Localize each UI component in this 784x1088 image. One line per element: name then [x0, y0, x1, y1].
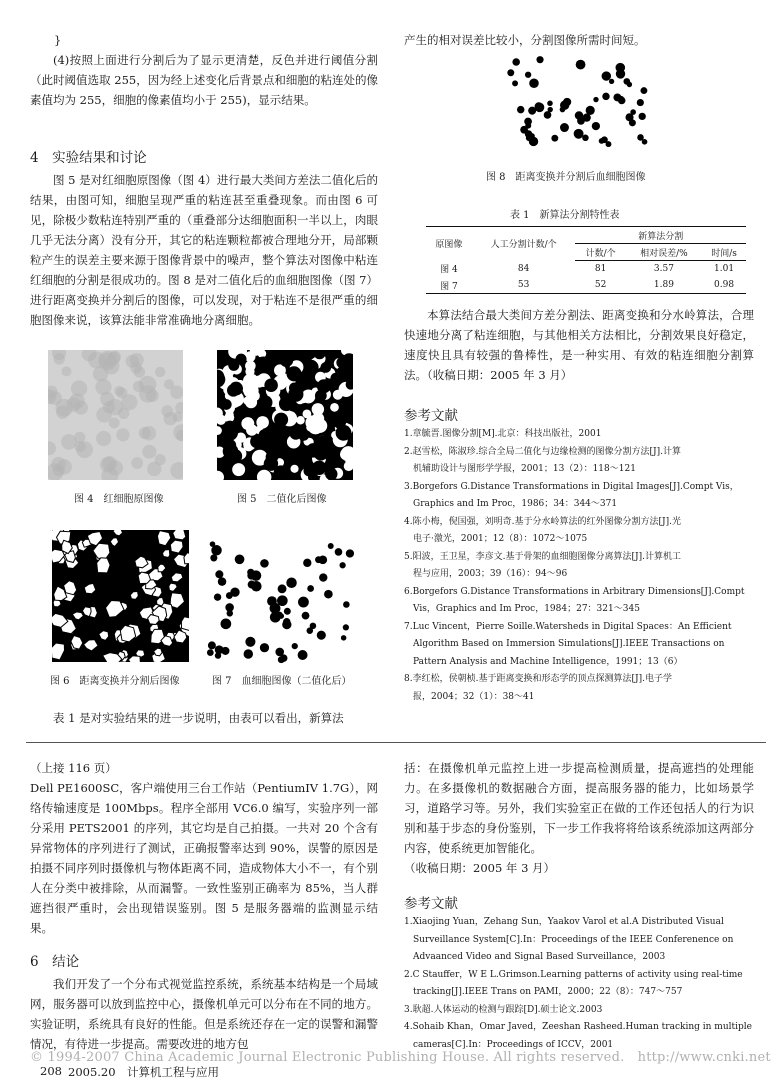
- table-cell: 1.01: [714, 264, 735, 274]
- reference-item: 3.Borgefors G.Distance Transformations in Digital Images[J].Compt Vis，: [404, 481, 739, 492]
- table-cell: 84: [517, 263, 530, 274]
- figure-8-caption: 图 8 距离变换并分割后血细胞图像: [486, 172, 646, 183]
- reference-item: Graphics and Im Proc，1986；34：344～371: [404, 499, 618, 509]
- reference-item: 6.Borgefors G.Distance Transformations in Arbitrary Dimensions[J].Compt: [404, 586, 745, 597]
- references-heading-2: 参考文献: [404, 896, 458, 912]
- reference-item: cameras[C].In：Proceedings of ICCV，2001: [404, 1039, 614, 1050]
- table-1-caption: 表 1 新算法分割特性表: [510, 210, 620, 221]
- reference-item: 1.Xiaojing Yuan，Zehang Sun，Yaakov Varol et al.A Distributed Visual: [404, 917, 724, 927]
- figure-6-caption: 图 6 距离变换并分割后图像: [50, 676, 180, 687]
- reference-item: 报，2004；32（1）：38～41: [404, 691, 535, 702]
- figure-7-image: [205, 530, 355, 665]
- continued-note: （上接 116 页）: [30, 761, 117, 775]
- table-header-manual-count: 人工分割计数/个: [472, 227, 576, 261]
- table-header-relative-error: 相对误差/%: [626, 244, 702, 261]
- table-row: [426, 277, 746, 294]
- brace-text: }: [54, 33, 62, 47]
- continuation-paragraph: 括：在摄像机单元监控上进一步提高检测质量，提高遮挡的处理能力。在多摄像机的数据融合方面，提高服务器的能力，比如场景学习，道路学习等。另外，我们实验室正在做的工作还包括人的行为识别和基于步态的身份鉴别，下一步工作我将将给该系统添加这两部分内容，使系统更加智能化。: [404, 761, 754, 855]
- step4-paragraph: (4)按照上面进行分割后为了显示更清楚，反色并进行阈值分割（此时阈值选取 255，因为经上述变化后背景点和细胞的粘连处的像素值均为 255，细胞的像素值均小于 255)，显示结果。: [30, 53, 378, 107]
- reference-item: Advaanced Video and Signal Based Surveillance，2003: [404, 952, 666, 962]
- figure-8-image: [502, 52, 654, 152]
- received-date: （收稿日期：2005 年 3 月）: [404, 861, 556, 875]
- reference-item: Pattern Analysis and Machine Intelligence，1991；13（6）: [404, 656, 683, 667]
- table-group-header: 新算法分割: [575, 227, 746, 244]
- segmented-image: [52, 530, 189, 662]
- binarized-image: [217, 350, 353, 480]
- reference-item: 机辅助设计与图形学学报，2001；13（2）：118～121: [404, 464, 636, 474]
- table-cell: 52: [575, 277, 625, 294]
- reference-item: 电子·激光，2001；12（8）：1072～1075: [404, 534, 588, 544]
- reference-item: 2.赵雪松，陈淑珍.综合全局二值化与边缘检测的图像分割方法[J].计算: [404, 446, 681, 457]
- reference-item: 4.Sohaib Khan，Omar Javed，Zeeshan Rasheed.Human tracking in multiple: [404, 1022, 752, 1032]
- right-top-paragraph: 产生的相对误差比较小，分割图像所需时间短。: [404, 33, 646, 47]
- segmented-blood-cell-image: [502, 52, 654, 152]
- section6-heading: 6 结论: [30, 954, 80, 970]
- references-heading-1: 参考文献: [404, 408, 458, 424]
- reference-item: 7.Luc Vincent，Pierre Soille.Watersheds in Digital Spaces：An Efficient: [404, 621, 732, 632]
- table-cell: 1.89: [626, 277, 702, 294]
- experiment-paragraph: Dell PE1600SC，客户端使用三台工作站（PentiumIV 1.7G），网络传输速度是 100Mbps。程序全部用 VC6.0 编写，实验序列一部分采用 PETS2001 的序列，其它均是自己拍摄。一共对 20 个含有异常物体的序列进行了测试，正确报警率达到 90%，误警的原因是拍摄不同序列时摄像机与物体距离不同，造成物体大小不一，有个别人在分类中被排除，从而漏警。一致性鉴别正确率为 85%，当人群遮挡很严重时，会出现错误鉴别。图 5 是服务器端的监测显示结果。: [30, 781, 378, 935]
- conclusion-paragraph: 本算法结合最大类间方差分割法、距离变换和分水岭算法，合理快速地分离了粘连细胞，与其他相关方法相比，分割效果良好稳定，速度快且具有较强的鲁棒性，是一种实用、有效的粘连细胞分割算法。（收稿日期：2005 年 3 月）: [404, 308, 754, 382]
- references-list-2: [404, 914, 756, 1054]
- table-cell: 图 4: [440, 265, 458, 276]
- table-header-count: 计数/个: [575, 244, 625, 261]
- figure-4-caption: 图 4 红细胞原图像: [74, 494, 164, 505]
- table-cell: 图 7: [426, 277, 472, 294]
- table-cell: 0.98: [702, 277, 746, 294]
- references-list-1: [404, 426, 756, 706]
- reference-item: 8.李红松，侯朝桢.基于距离变换和形态学的顶点探测算法[J].电子学: [404, 674, 672, 684]
- table-1: [426, 226, 746, 294]
- page-number: 208: [40, 1064, 62, 1078]
- reference-item: 4.陈小梅，倪国强，刘明奇.基于分水岭算法的红外图像分割方法[J].光: [404, 516, 681, 527]
- table-cell: 81: [594, 264, 607, 274]
- figure-4-image: [48, 350, 183, 480]
- figure-5-image: [217, 350, 353, 480]
- red-blood-cell-image: [48, 350, 183, 480]
- blood-cell-binary-image: [205, 530, 355, 665]
- reference-item: Vis，Graphics and Im Proc，1984；27：321～345: [404, 604, 640, 614]
- reference-item: Algorithm Based on Immersion Simulations[J].IEEE Transactions on: [404, 639, 725, 649]
- figure-5-caption: 图 5 二值化后图像: [237, 494, 327, 505]
- table-row: [426, 261, 746, 278]
- reference-item: Surveillance System[C].In：Proceedings of the IEEE Conferenence on: [404, 934, 734, 945]
- table-intro-paragraph: 表 1 是对实验结果的进一步说明，由表可以看出，新算法: [53, 711, 344, 725]
- journal-info: 2005.20 计算机工程与应用: [68, 1065, 220, 1079]
- table-cell: 53: [472, 277, 576, 294]
- section4-paragraph: 图 5 是对红细胞原图像（图 4）进行最大类间方差法二值化后的结果，由图可知，细胞呈现严重的粘连甚至重叠现象。而由图 6 可见，除极少数粘连特别严重的（重叠部分达细胞面积一半以上，肉眼几乎无法分离）没有分开，其它的粘连颗粒都被合理地分开，局部颗粒产生的误差主要来源于图像背景中的噪声，整个算法对图像中粘连红细胞的分割是很成功的。图 8 是对二值化后的血细胞图像（图 7）进行距离变换并分割后的图像，可以发现，对于粘连不是很严重的细胞图像来说，该算法能非常准确地分离细胞。: [30, 173, 378, 327]
- conclusion6-paragraph: 我们开发了一个分布式视觉监控系统，系统基本结构是一个局域网，服务器可以放到监控中心，摄像机单元可以分布在不同的地方。实验证明，系统具有良好的性能。但是系统还存在一定的误警和漏警情况，有待进一步提高。需要改进的地方包: [30, 977, 378, 1051]
- reference-item: 2.C Stauffer，W E L.Grimson.Learning patterns of activity using real-time: [404, 969, 743, 980]
- reference-item: 程与应用，2003；39（16）：94～96: [404, 569, 568, 579]
- table-header-original: 原图像: [426, 227, 472, 261]
- figure-7-caption: 图 7 血细胞图像（二值化后）: [212, 676, 352, 687]
- reference-item: 3.耿超.人体运动的检测与跟踪[D].硕士论文.2003: [404, 1004, 603, 1015]
- copyright-watermark: © 1994-2007 China Academic Journal Electronic Publishing House. All rights reserved. http://www.cnki.net: [30, 1050, 771, 1065]
- section4-heading: 4 实验结果和讨论: [30, 150, 147, 166]
- reference-item: tracking[J].IEEE Trans on PAMI，2000；22（8）：747～757: [404, 987, 683, 997]
- table-cell: 3.57: [653, 264, 674, 274]
- reference-item: 5.阳波，王卫星，李彦文.基于骨架的血细胞图像分离算法[J].计算机工: [404, 551, 681, 562]
- table-header-time: 时间/s: [702, 244, 746, 261]
- figure-6-image: [52, 530, 189, 662]
- reference-item: 1.章毓晋.图像分割[M].北京：科技出版社，2001: [404, 429, 602, 439]
- section-divider: [26, 742, 766, 743]
